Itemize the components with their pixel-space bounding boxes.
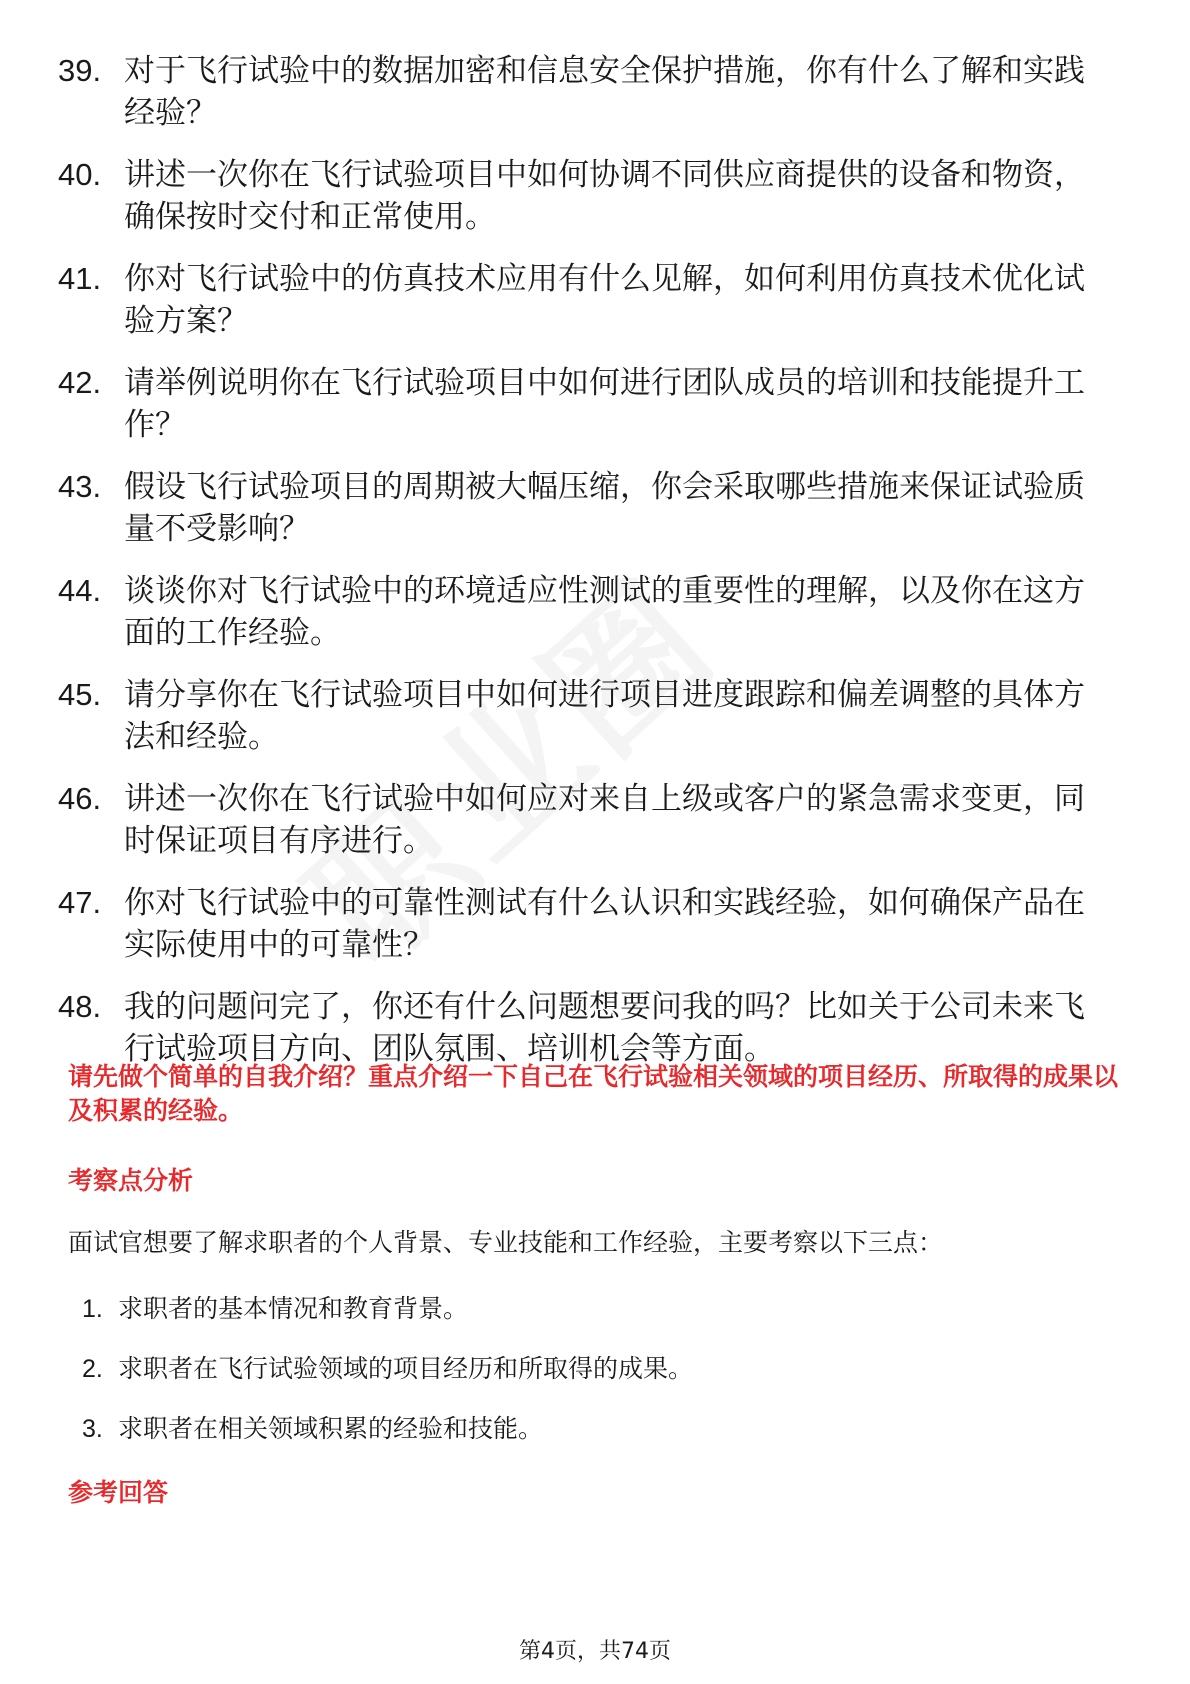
point-text: 求职者在相关领域积累的经验和技能。	[118, 1414, 544, 1443]
question-item	[58, 154, 1108, 238]
analysis-lead: 面试官想要了解求职者的个人背景、专业技能和工作经验，主要考察以下三点：	[68, 1228, 944, 1257]
question-list	[58, 50, 1108, 1090]
question-number: 48.	[58, 989, 102, 1024]
question-number: 44.	[58, 573, 102, 608]
question-item	[58, 882, 1108, 966]
question-number: 46.	[58, 781, 102, 816]
question-number: 41.	[58, 261, 102, 296]
answer-heading: 参考回答	[68, 1478, 169, 1507]
point-number: 2.	[82, 1355, 103, 1383]
intro-question-text: 请先做个简单的自我介绍？重点介绍一下自己在飞行试验相关领域的项目经历、所取得的成果以及积累的经验。	[68, 1062, 1119, 1125]
question-item	[58, 674, 1108, 758]
point-text: 求职者在飞行试验领域的项目经历和所取得的成果。	[118, 1354, 694, 1383]
question-text: 对于飞行试验中的数据加密和信息安全保护措施，你有什么了解和实践经验？	[124, 53, 1085, 131]
question-number: 39.	[58, 53, 102, 88]
point-text: 求职者的基本情况和教育背景。	[118, 1294, 469, 1323]
question-number: 47.	[58, 885, 102, 920]
question-text: 讲述一次你在飞行试验中如何应对来自上级或客户的紧急需求变更，同时保证项目有序进行。	[124, 781, 1085, 859]
question-item	[58, 986, 1108, 1070]
question-text: 请举例说明你在飞行试验项目中如何进行团队成员的培训和技能提升工作？	[124, 365, 1085, 443]
question-text: 你对飞行试验中的可靠性测试有什么认识和实践经验，如何确保产品在实际使用中的可靠性？	[124, 885, 1085, 963]
question-number: 43.	[58, 469, 102, 504]
analysis-heading: 考察点分析	[68, 1166, 194, 1195]
question-item	[58, 466, 1108, 550]
question-item	[58, 778, 1108, 862]
point-number: 1.	[82, 1295, 103, 1323]
analysis-points	[82, 1292, 1082, 1472]
question-text: 我的问题问完了，你还有什么问题想要问我的吗？比如关于公司未来飞行试验项目方向、团队氛围、培训机会等方面。	[124, 989, 1085, 1067]
question-text: 谈谈你对飞行试验中的环境适应性测试的重要性的理解，以及你在这方面的工作经验。	[124, 573, 1085, 651]
question-text: 假设飞行试验项目的周期被大幅压缩，你会采取哪些措施来保证试验质量不受影响？	[124, 469, 1085, 547]
intro-question	[68, 1060, 1128, 1128]
point-number: 3.	[82, 1415, 103, 1443]
question-item	[58, 362, 1108, 446]
analysis-point	[82, 1292, 1082, 1326]
question-text: 讲述一次你在飞行试验项目中如何协调不同供应商提供的设备和物资，确保按时交付和正常使用。	[124, 157, 1085, 235]
analysis-point	[82, 1352, 1082, 1386]
question-number: 45.	[58, 677, 102, 712]
page-footer: 第4页，共74页	[519, 1639, 671, 1664]
question-item	[58, 258, 1108, 342]
analysis-point	[82, 1412, 1082, 1446]
question-item	[58, 50, 1108, 134]
question-text: 你对飞行试验中的仿真技术应用有什么见解，如何利用仿真技术优化试验方案？	[124, 261, 1085, 339]
question-text: 请分享你在飞行试验项目中如何进行项目进度跟踪和偏差调整的具体方法和经验。	[124, 677, 1085, 755]
question-number: 42.	[58, 365, 102, 400]
question-item	[58, 570, 1108, 654]
question-number: 40.	[58, 157, 102, 192]
